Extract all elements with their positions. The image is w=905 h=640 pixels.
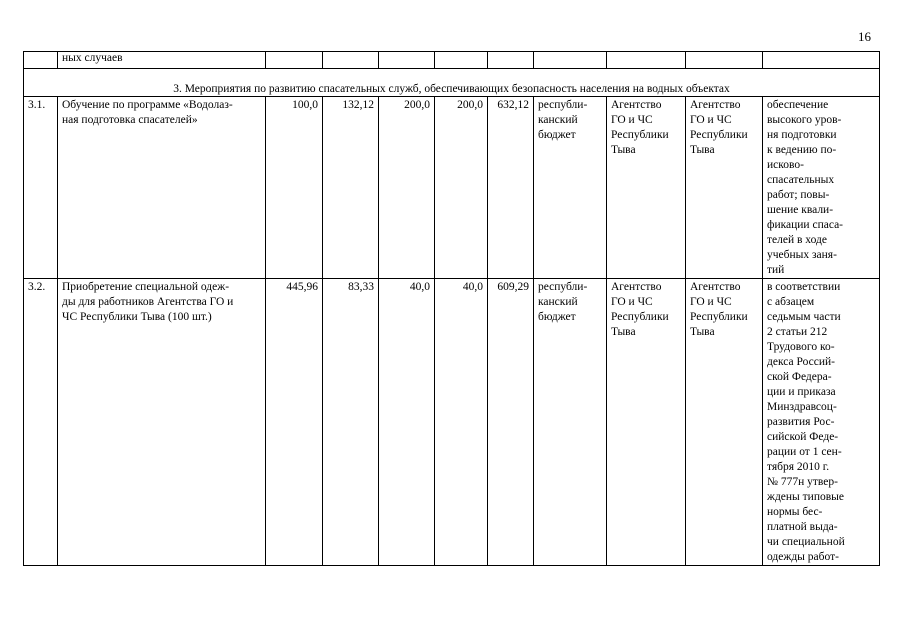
section-title: 3. Мероприятия по развитию спасательных служб, обеспечивающих безопасность населения на водных объектах xyxy=(24,69,880,97)
executor: Агентство ГО и ЧС Республики Тыва xyxy=(607,97,686,279)
measures-table xyxy=(23,51,880,566)
value-year-3: 40,0 xyxy=(379,279,435,566)
carryover-empty-cell xyxy=(534,52,607,69)
carryover-empty-cell xyxy=(763,52,880,69)
value-year-1: 100,0 xyxy=(266,97,323,279)
measure-name: Приобретение специальной одеж- ды для работников Агентства ГО и ЧС Республики Тыва (100 шт.) xyxy=(58,279,266,566)
responsible: Агентство ГО и ЧС Республики Тыва xyxy=(686,279,763,566)
table-row xyxy=(24,279,880,566)
carryover-row xyxy=(24,52,880,69)
carryover-empty-cell xyxy=(488,52,534,69)
funding-source: республи- канский бюджет xyxy=(534,97,607,279)
value-year-4: 40,0 xyxy=(435,279,488,566)
carryover-empty-cell xyxy=(266,52,323,69)
value-year-3: 200,0 xyxy=(379,97,435,279)
carryover-empty-cell xyxy=(607,52,686,69)
expected-result: в соответствии с абзацем седьмым части 2 статьи 212 Трудового ко- декса Россий- ской Федера- ции и приказа Минздравсоц- развития Рос- сийской Феде- рации от 1 сен- тября 2010 г. № 777н утвер- ждены типовые нормы бес- платной выда- чи специальной одежды работ- xyxy=(763,279,880,566)
value-total: 632,12 xyxy=(488,97,534,279)
funding-source: республи- канский бюджет xyxy=(534,279,607,566)
measure-name: Обучение по программе «Водолаз- ная подготовка спасателей» xyxy=(58,97,266,279)
executor: Агентство ГО и ЧС Республики Тыва xyxy=(607,279,686,566)
value-year-1: 445,96 xyxy=(266,279,323,566)
value-year-2: 83,33 xyxy=(323,279,379,566)
carryover-empty-cell xyxy=(435,52,488,69)
page-number: 16 xyxy=(858,29,871,44)
table-row xyxy=(24,97,880,279)
expected-result: обеспечение высокого уров- ня подготовки к ведению по- исково- спасательных работ; повы- шение квали- фикации спаса- телей в ходе учебных заня- тий xyxy=(763,97,880,279)
row-number: 3.1. xyxy=(24,97,58,279)
responsible: Агентство ГО и ЧС Республики Тыва xyxy=(686,97,763,279)
carryover-empty-cell xyxy=(686,52,763,69)
carryover-name-cell: ных случаев xyxy=(58,52,266,69)
value-year-4: 200,0 xyxy=(435,97,488,279)
carryover-empty-cell xyxy=(379,52,435,69)
carryover-empty-cell xyxy=(323,52,379,69)
section-header-row xyxy=(24,69,880,97)
row-number: 3.2. xyxy=(24,279,58,566)
value-total: 609,29 xyxy=(488,279,534,566)
value-year-2: 132,12 xyxy=(323,97,379,279)
carryover-no-cell xyxy=(24,52,58,69)
